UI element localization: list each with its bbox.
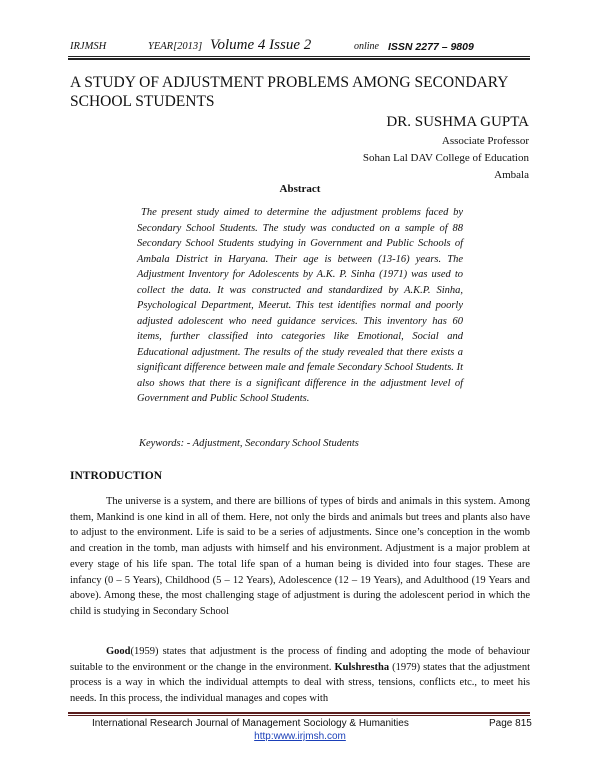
intro-paragraph-2-part-b: (1979) states that the adjustment process is a way in which the individual attempts to deal with stress, tensions, conflicts etc., to meet his needs. In this process, the individual manages and copes with: [70, 661, 530, 705]
issn-label: ISSN 2277 – 9809: [388, 41, 474, 53]
cited-author-kulshrestha: Kulshrestha: [334, 661, 390, 673]
abstract-text: The present study aimed to determine the adjustment problems faced by Secondary School Students. The study was conducted on a sample of 88 Secondary School Students studying in Government and Public Schools of Ambala District in Haryana. Their age is between (13-16) years. The Adjustment Inventory for Adolescents by A.K. P. Sinha (1971) was used to collect the data. It was constructed and standardized by A.K.P. Sinha, Psychological Department, Meerut. This test identifies normal and poorly adjusted adolescent who need guidance services. This inventory has 60 items, further classified into categories like Emotional, Social and Educational adjustment. The results of the study revealed that there exists a significant difference between male and female Secondary School Students. It also shows that there is a significant difference in the adjustment level of Government and Public School Students.: [137, 207, 463, 404]
year-label: YEAR[2013]: [148, 41, 203, 52]
header-rule: [68, 56, 530, 57]
author-name: DR. SUSHMA GUPTA: [386, 114, 529, 130]
volume-label: Volume 4 Issue 2: [210, 37, 312, 53]
page-number: Page 815: [489, 718, 532, 729]
footer-rule: [68, 712, 530, 714]
header-rule-thick: [68, 58, 530, 60]
paper-title: A STUDY OF ADJUSTMENT PROBLEMS AMONG SECONDARY SCHOOL STUDENTS: [70, 74, 508, 110]
intro-paragraph-1: The universe is a system, and there are billions of types of birds and animals in this system. Among them, Mankind is one kind in all of them. Here, not only the birds and animals but trees and plants also have to adjust to the environment. Life is said to be a series of adjustments. Since one’s conception in the womb and creation in the tomb, man adjusts with himself and his environment. Adjustment is a major problem at every stage of his life span. The total life span of a human being is divided into four stages. These are infancy (0 – 5 Years), Childhood (5 – 12 Years), Adolescence (12 – 19 Years), and Adulthood (19 Years and above). Among these, the most challenging stage of adjustment is during the adolescent period in which the child is studying in Secondary School: [70, 496, 530, 617]
intro-paragraph-2-part-a: (1959) states that adjustment is the process of finding and adopting the mode of behaviour suitable to the environment or the change in the environment.: [70, 646, 530, 673]
introduction-heading: INTRODUCTION: [70, 470, 163, 482]
abstract-heading: Abstract: [279, 183, 321, 195]
cited-author-good: Good: [106, 646, 131, 657]
author-institution: Sohan Lal DAV College of Education: [362, 152, 529, 164]
footer-rule-thin: [68, 715, 530, 716]
running-header: [70, 38, 530, 56]
author-city: Ambala: [494, 169, 529, 181]
journal-abbrev: IRJMSH: [70, 41, 107, 52]
keywords: Keywords: - Adjustment, Secondary School Students: [139, 438, 359, 449]
footer-journal-name: International Research Journal of Management Sociology & Humanities: [92, 718, 409, 729]
journal-url-link[interactable]: http:www.irjmsh.com: [254, 731, 346, 742]
intro-paragraph-2: [70, 644, 530, 707]
online-label: online: [354, 41, 379, 52]
author-position: Associate Professor: [441, 135, 529, 147]
